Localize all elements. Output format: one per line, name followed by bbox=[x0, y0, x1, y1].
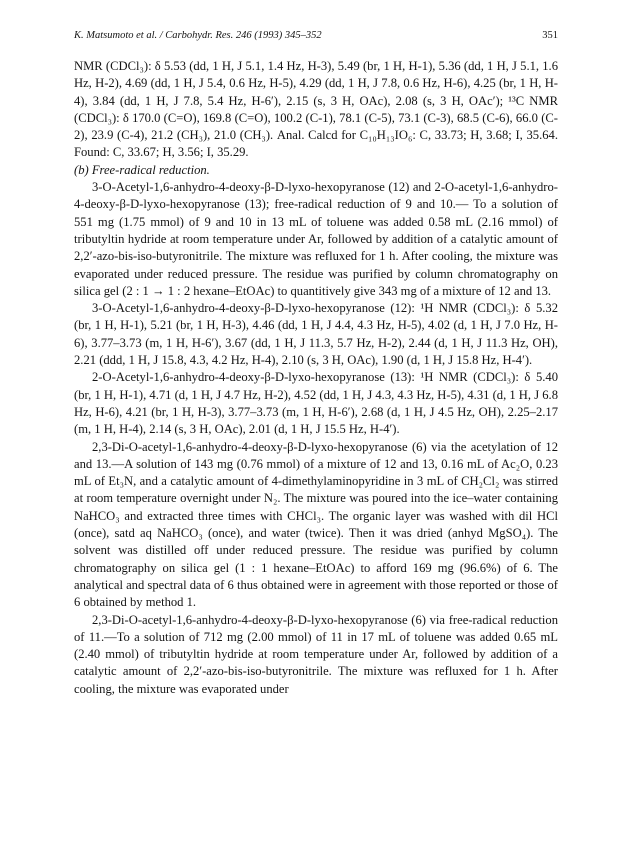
paragraph-nmr-compound-12: 3-O-Acetyl-1,6-anhydro-4-deoxy-β-D-lyxo-hexopyranose (12): ¹H NMR (CDCl₃): δ 5.32 (br, 1 H, H-1), 5.21 (br, 1 H, H-3), 4.46 (dd, 1 H, J 4.4, 4.3 Hz, H-5), 4.02 (d, 1 H, J 7.0 Hz, H-6), 3.77–3.73 (m, 1 H, H-6′), 3.67 (dd, 1 H, J 11.3, 5.7 Hz, H-2), 2.44 (d, 1 H, J 11.3 Hz, OH), 2.21 (ddd, 1 H, J 15.8, 4.3, 4.2 Hz, H-4), 2.10 (s, 3 H, OAc), 1.90 (d, 1 H, J 15.8 Hz, H-4′). bbox=[74, 301, 558, 368]
page-number: 351 bbox=[542, 30, 558, 41]
running-header bbox=[74, 29, 558, 43]
running-head-citation: K. Matsumoto et al. / Carbohydr. Res. 246 (1993) 345–352 bbox=[74, 30, 322, 41]
section-heading-free-radical-reduction: (b) Free-radical reduction. bbox=[74, 162, 210, 177]
paragraph-nmr-compound-13: 2-O-Acetyl-1,6-anhydro-4-deoxy-β-D-lyxo-hexopyranose (13): ¹H NMR (CDCl₃): δ 5.40 (br, 1 H, H-1), 4.71 (d, 1 H, J 4.7 Hz, H-2), 4.52 (dd, 1 H, J 4.3, 4.3 Hz, H-5), 4.31 (d, 1 H, J 6.8 Hz, H-6), 4.21 (br, 1 H, H-3), 3.77–3.73 (m, 1 H, H-6′), 2.68 (d, 1 H, J 4.5 Hz, OH), 2.25–2.17 (m, 1 H, H-4), 2.14 (s, 3 H, OAc), 2.01 (d, 1 H, J 15.5 Hz, H-4′). bbox=[74, 370, 558, 437]
article-body bbox=[74, 58, 558, 698]
paragraph-nmr-data: NMR (CDCl₃): δ 5.53 (dd, 1 H, J 5.1, 1.4 Hz, H-3), 5.49 (br, 1 H, H-1), 5.36 (dd, 1 H, J 5.1, 1.6 Hz, H-2), 4.69 (dd, 1 H, J 5.4, 0.6 Hz, H-5), 4.29 (dd, 1 H, J 7.8, 0.6 Hz, H-6), 4.25 (br, 1 H, H-4), 3.84 (dd, 1 H, J 7.8, 5.4 Hz, H-6′), 2.15 (s, 3 H, OAc), 2.08 (s, 3 H, OAc′); ¹³C NMR (CDCl₃): δ 170.0 (C=O), 169.8 (C=O), 100.2 (C-1), 78.1 (C-5), 73.1 (C-3), 68.5 (C-6), 66.0 (C-2), 23.9 (C-4), 21.2 (CH₃), 21.0 (CH₃). Anal. Calcd for C₁₀H₁₃IO₆: C, 33.73; H, 3.68; I, 35.64. Found: C, 33.67; H, 3.56; I, 35.29. bbox=[74, 59, 558, 160]
paragraph-compounds-12-13: 3-O-Acetyl-1,6-anhydro-4-deoxy-β-D-lyxo-hexopyranose (12) and 2-O-acetyl-1,6-anhydro-4-deoxy-β-D-lyxo-hexopyranose (13); free-radical reduction of 9 and 10.— To a solution of 551 mg (1.75 mmol) of 9 and 10 in 13 mL of toluene was added 0.58 mL (2.16 mmol) of tributyltin hydride at room temperature under Ar, followed by addition of a catalytic amount of 2,2′-azo-bis-iso-butyronitrile. The mixture was refluxed for 1 h. After cooling, the mixture was evaporated under reduced pressure. The residue was purified by column chromatography on silica gel (2 : 1 → 1 : 2 hexane–EtOAc) to quantitively give 343 mg of a mixture of 12 and 13. bbox=[74, 180, 558, 298]
paragraph-reduction-of-11: 2,3-Di-O-acetyl-1,6-anhydro-4-deoxy-β-D-lyxo-hexopyranose (6) via free-radical reduction of 11.—To a solution of 712 mg (2.00 mmol) of 11 in 17 mL of toluene was added 0.65 mL (2.40 mmol) of tributyltin hydride at room temperature under Ar, followed by addition of a catalytic amount of 2,2′-azo-bis-iso-butyronitrile. The mixture was refluxed for 1 h. After cooling, the mixture was evaporated under bbox=[74, 612, 558, 696]
paragraph-acetylation-method: 2,3-Di-O-acetyl-1,6-anhydro-4-deoxy-β-D-lyxo-hexopyranose (6) via the acetylation of 12 and 13.—A solution of 143 mg (0.76 mmol) of a mixture of 12 and 13, 0.16 mL of Ac₂O, 0.23 mL of Et₃N, and a catalytic amount of 4-dimethylaminopyridine in 3 mL of CH₂Cl₂ was stirred at room temperature overnight under N₂. The mixture was poured into the ice–water containing NaHCO₃ and extracted three times with CHCl₃. The organic layer was washed with dil HCl (once), satd aq NaHCO₃ (once), and water (twice). Then it was dried (anhyd MgSO₄). The solvent was distilled off under reduced pressure. The residue was purified by column chromatography on silica gel (1 : 1 hexane–EtOAc) to afford 169 mg (96.6%) of 6. The analytical and spectral data of 6 thus obtained were in agreement with those reported or those of 6 obtained by method 1. bbox=[74, 439, 558, 610]
